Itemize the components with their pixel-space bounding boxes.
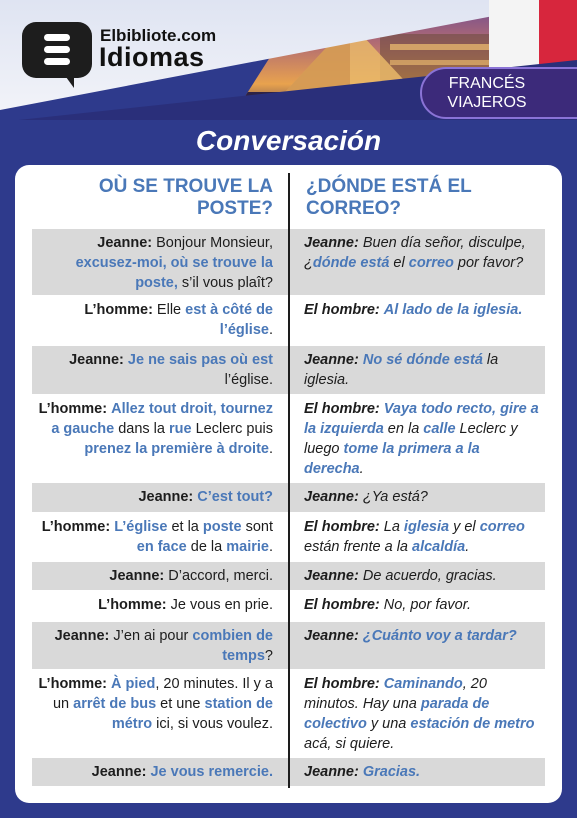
brand-name: Idiomas bbox=[99, 42, 205, 72]
spanish-line bbox=[304, 487, 540, 507]
speaker-label: L’homme: bbox=[41, 519, 111, 535]
speaker-label: El hombre: bbox=[304, 519, 380, 535]
line-text: Leclerc y luego bbox=[304, 421, 518, 457]
french-line bbox=[38, 399, 273, 459]
line-text: acá, si quiere. bbox=[304, 736, 395, 752]
spanish-line bbox=[304, 762, 540, 782]
speaker-label: L’homme: bbox=[84, 302, 153, 318]
line-text: sont bbox=[241, 519, 273, 535]
header-banner bbox=[0, 0, 577, 120]
spanish-line bbox=[304, 626, 540, 646]
key-phrase: correo bbox=[408, 255, 454, 271]
line-text: , 20 minutes. Il y a un bbox=[52, 676, 273, 712]
line-text: la iglesia. bbox=[304, 352, 499, 388]
line-text: el bbox=[389, 255, 409, 271]
key-phrase: station de métro bbox=[111, 696, 273, 732]
line-text: y el bbox=[449, 519, 480, 535]
spanish-line bbox=[304, 300, 540, 320]
line-text: . bbox=[359, 461, 364, 477]
line-text: De acuerdo, gracias. bbox=[358, 568, 497, 584]
speaker-label: L’homme: bbox=[38, 401, 108, 417]
key-phrase: combien de temps bbox=[192, 628, 273, 664]
line-text: ¿Ya está? bbox=[358, 489, 428, 505]
speaker-label: Jeanne: bbox=[304, 628, 359, 644]
key-phrase: Allez tout droit, tournez a gauche bbox=[51, 401, 273, 437]
speaker-label: Jeanne: bbox=[54, 628, 110, 644]
speaker-label: Jeanne: bbox=[69, 352, 124, 368]
speaker-label: Jeanne: bbox=[304, 764, 359, 780]
key-phrase: calle bbox=[423, 421, 456, 437]
spanish-line bbox=[304, 674, 540, 754]
brand-site: Elbibliote.com bbox=[100, 26, 217, 45]
key-phrase: Caminando bbox=[383, 676, 463, 692]
key-phrase: Je ne sais pas où est bbox=[127, 352, 273, 368]
french-line bbox=[38, 350, 273, 390]
line-text: de la bbox=[186, 539, 227, 555]
line-text: por favor? bbox=[453, 255, 524, 271]
french-line bbox=[38, 300, 273, 340]
french-line bbox=[38, 566, 273, 586]
line-text: dans la bbox=[114, 421, 170, 437]
line-text: D’accord, merci. bbox=[164, 568, 273, 584]
page-title: Conversación bbox=[195, 125, 382, 156]
spanish-line bbox=[304, 517, 540, 557]
key-phrase: est à côté de l’église bbox=[185, 302, 273, 338]
speaker-label: Jeanne: bbox=[304, 352, 359, 368]
line-text: et une bbox=[156, 696, 205, 712]
speaker-label: El hombre: bbox=[304, 401, 380, 417]
line-text: , 20 minutos. Hay una bbox=[304, 676, 487, 712]
key-phrase: Vaya todo recto, gire a la izquierda bbox=[304, 401, 539, 437]
key-phrase: L’église bbox=[114, 519, 168, 535]
key-phrase: Al lado de la iglesia. bbox=[383, 302, 523, 318]
speaker-label: L’homme: bbox=[38, 676, 107, 692]
key-phrase: arrêt de bus bbox=[73, 696, 157, 712]
speaker-label: Jeanne: bbox=[138, 489, 194, 505]
line-text: et la bbox=[167, 519, 203, 535]
key-phrase: correo bbox=[479, 519, 525, 535]
speaker-label: Jeanne: bbox=[97, 235, 153, 251]
line-text: ? bbox=[264, 648, 273, 664]
spanish-line bbox=[304, 399, 540, 479]
tag-audience: VIAJEROS bbox=[447, 94, 527, 111]
line-text: s’il vous plaît? bbox=[177, 275, 273, 291]
french-line bbox=[38, 674, 273, 734]
line-text: . bbox=[268, 322, 273, 338]
spanish-line bbox=[304, 233, 540, 273]
spanish-line bbox=[304, 595, 540, 615]
key-phrase: parada de colectivo bbox=[304, 696, 490, 732]
speaker-label: L’homme: bbox=[98, 597, 167, 613]
key-phrase: tome la primera a la derecha bbox=[304, 441, 480, 477]
french-line bbox=[38, 487, 273, 507]
key-phrase: estación de metro bbox=[410, 716, 535, 732]
key-phrase: Je vous remercie. bbox=[150, 764, 273, 780]
line-text: La bbox=[379, 519, 404, 535]
line-text: J’en ai pour bbox=[109, 628, 193, 644]
speaker-label: El hombre: bbox=[304, 302, 380, 318]
speaker-label: Jeanne: bbox=[304, 489, 359, 505]
french-line bbox=[38, 626, 273, 666]
key-phrase: excusez-moi, où se trouve la poste, bbox=[75, 255, 273, 291]
logo-mark bbox=[36, 30, 78, 70]
line-text: Elle bbox=[152, 302, 186, 318]
line-text: No, por favor. bbox=[379, 597, 472, 613]
line-text: ici, si vous voulez. bbox=[152, 716, 273, 732]
heading-spanish: ¿DÓNDE ESTÁ EL CORREO? bbox=[306, 176, 472, 219]
line-text: Je vous en prie. bbox=[166, 597, 273, 613]
line-text: y una bbox=[366, 716, 411, 732]
line-text: . bbox=[465, 539, 470, 555]
key-phrase: rue bbox=[169, 421, 192, 437]
speaker-label: Jeanne: bbox=[304, 235, 359, 251]
line-text: . bbox=[268, 539, 273, 555]
french-line bbox=[38, 595, 273, 615]
key-phrase: mairie bbox=[226, 539, 269, 555]
speaker-label: Jeanne: bbox=[91, 764, 147, 780]
speaker-label: Jeanne: bbox=[304, 568, 359, 584]
speaker-label: El hombre: bbox=[304, 597, 380, 613]
column-divider bbox=[288, 173, 290, 788]
french-line bbox=[38, 762, 273, 782]
key-phrase: iglesia bbox=[403, 519, 450, 535]
spanish-line bbox=[304, 566, 540, 586]
tag-language: FRANCÉS bbox=[448, 75, 526, 92]
spanish-line bbox=[304, 350, 540, 390]
key-phrase: C’est tout? bbox=[197, 489, 273, 505]
french-line bbox=[38, 517, 273, 557]
category-tag bbox=[420, 67, 577, 119]
line-text: . bbox=[268, 441, 273, 457]
key-phrase: en face bbox=[136, 539, 187, 555]
line-text: l’église. bbox=[224, 372, 273, 388]
key-phrase: alcaldía bbox=[412, 539, 466, 555]
line-text: Buen día señor, disculpe, ¿ bbox=[304, 235, 526, 271]
french-line bbox=[38, 233, 273, 293]
heading-french: OÙ SE TROUVE LA POSTE? bbox=[98, 176, 273, 219]
key-phrase: poste bbox=[202, 519, 242, 535]
key-phrase: dónde está bbox=[312, 255, 390, 271]
line-text: Leclerc puis bbox=[191, 421, 273, 437]
speaker-label: El hombre: bbox=[304, 676, 380, 692]
line-text: en la bbox=[383, 421, 424, 437]
key-phrase: ¿Cuánto voy a tardar? bbox=[362, 628, 517, 644]
key-phrase: Gracias. bbox=[362, 764, 421, 780]
line-text: Bonjour Monsieur, bbox=[152, 235, 273, 251]
speaker-label: Jeanne: bbox=[109, 568, 165, 584]
key-phrase: No sé dónde está bbox=[362, 352, 483, 368]
key-phrase: À pied bbox=[111, 676, 156, 692]
key-phrase: prenez la première à droite bbox=[84, 441, 269, 457]
line-text: están frente a la bbox=[304, 539, 413, 555]
